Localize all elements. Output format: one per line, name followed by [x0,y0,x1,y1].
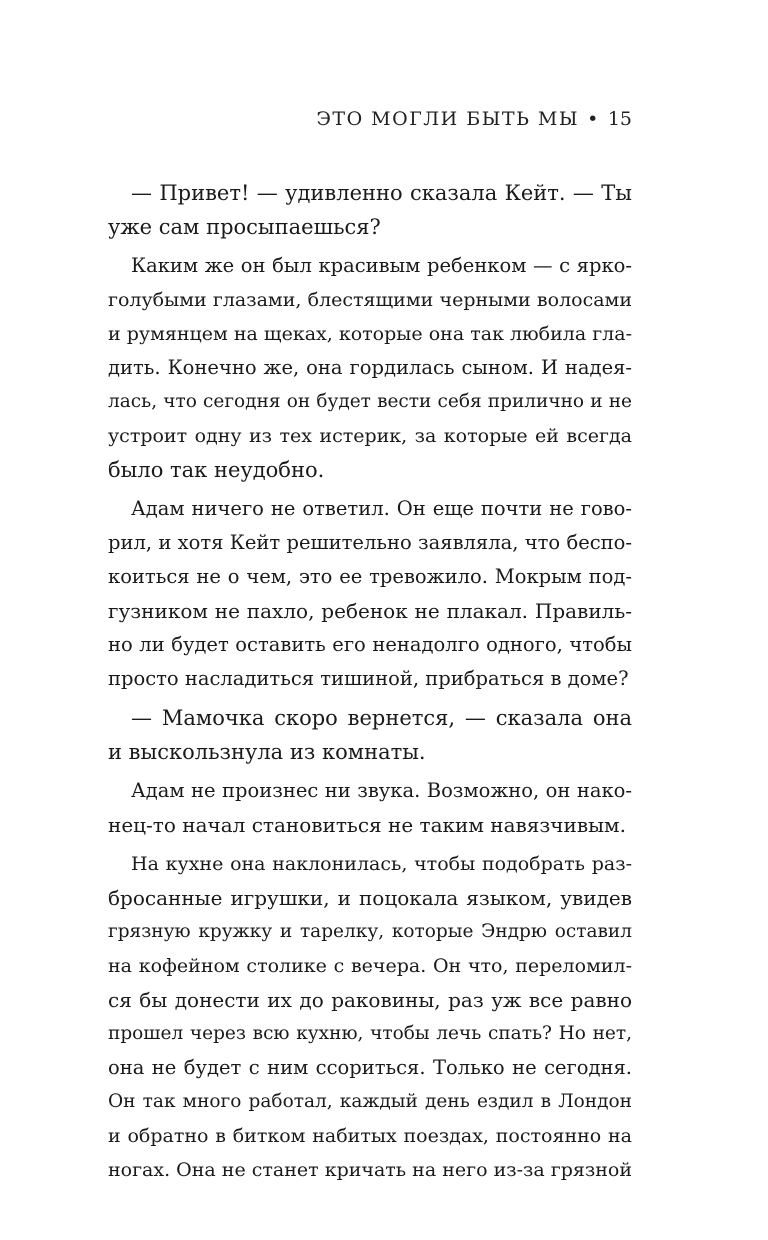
header-separator: • [587,108,600,130]
text-line: Он так много работал, каждый день ездил в Лондон [108,1091,632,1112]
text-line: Каким же он был красивым ребенком — с ярко- [131,254,632,277]
text-line: но ли будет оставить его ненадолго одного, чтобы [108,633,632,656]
text-line: Адам не произнес ни звука. Возможно, он нако- [131,779,632,802]
text-line: коиться не о чем, это ее тревожило. Мокрым под- [108,565,632,588]
text-line: устроит одну из тех истерик, за которые ей всегда [108,425,632,447]
text-line: дить. Конечно же, она гордилась сыном. И надея- [108,356,632,379]
text-line: ногах. Она не станет кричать на него из-за грязной [108,1159,632,1181]
book-title: ЭТО МОГЛИ БЫТЬ МЫ [316,108,580,130]
text-line: уже сам просыпаешься? [108,215,381,239]
running-header [316,108,632,130]
text-line: на кофейном столике с вечера. Он что, переломил- [108,955,632,977]
text-line: гузником не пахло, ребенок не плакал. Правиль- [108,599,632,623]
text-line: лась, что сегодня он будет вести себя прилично и не [108,391,632,412]
text-line: прошел через всю кухню, чтобы лечь спать? Но нет, [108,1023,632,1044]
text-line: и румянцем на щеках, которые она так любила гла- [108,323,632,345]
text-line: просто насладиться тишиной, прибраться в доме? [108,667,629,690]
text-line: нец-то начал становиться не таким навязчивым. [108,813,626,837]
text-line: она не будет с ним ссориться. Только не сегодня. [108,1056,632,1079]
text-line: и выскользнула из комнаты. [108,740,426,764]
text-line: грязную кружку и тарелку, которые Эндрю оставил [108,921,632,942]
text-line: бросанные игрушки, и поцокала языком, увидев [108,886,632,910]
text-line: и обратно в битком набитых поездах, постоянно на [108,1125,632,1147]
text-line: — Мамочка скоро вернется, — сказала она [131,706,632,730]
text-line: рил, и хотя Кейт решительно заявляла, что беспо- [108,531,632,554]
body-text [108,176,632,1187]
text-line: ся бы донести их до раковины, раз уж все равно [108,988,632,1012]
text-line: Адам ничего не ответил. Он еще почти не гово- [131,497,632,520]
text-line: — Привет! — удивленно сказала Кейт. — Ты [131,181,632,205]
page-number: 15 [607,108,632,130]
text-line: голубыми глазами, блестящими черными волосами [108,289,632,311]
text-line: На кухне она наклонилась, чтобы подобрать раз- [131,853,632,875]
text-line: было так неудобно. [108,458,325,482]
